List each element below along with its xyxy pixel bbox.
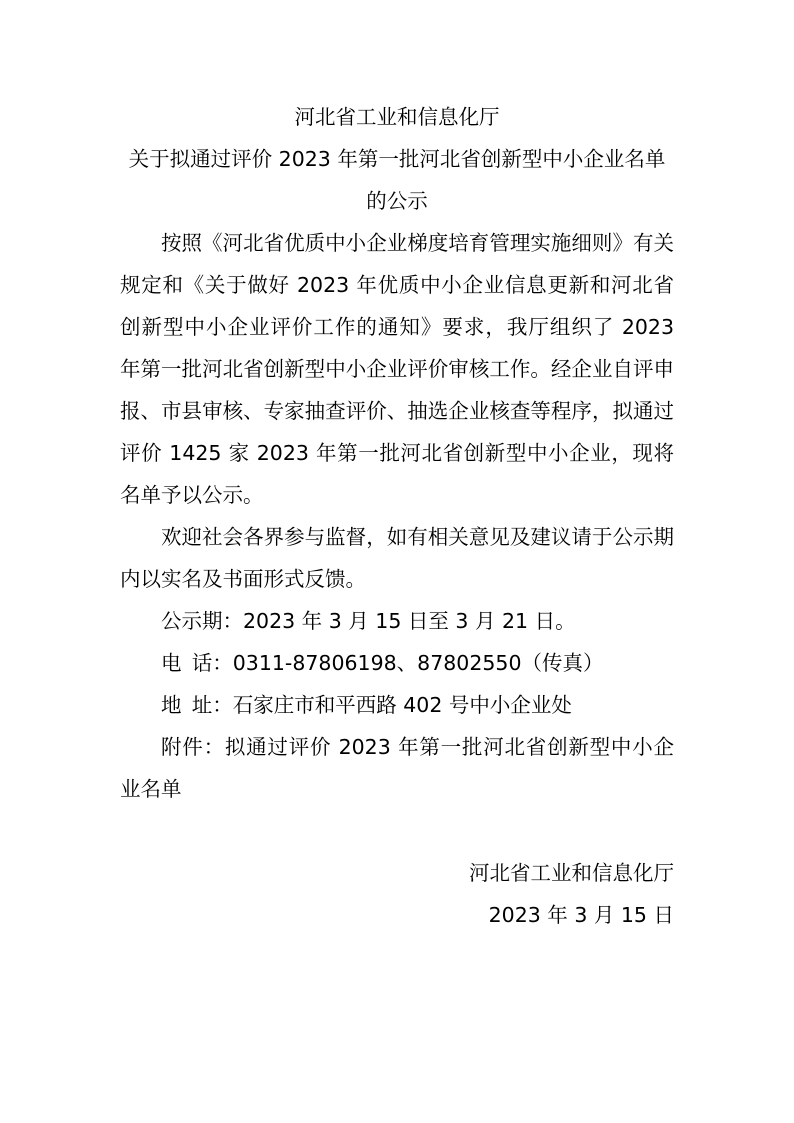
body-paragraph-2: 欢迎社会各界参与监督，如有相关意见及建议请于公示期内以实名及书面形式反馈。 [120, 525, 674, 591]
notice-title-line-1: 关于拟通过评价 2023 年第一批河北省创新型中小企业名单 [128, 147, 666, 171]
publicity-period-label: 公示期： [161, 609, 243, 633]
phone-value: 0311-87806198、87802550（传真） [232, 651, 604, 675]
signature-date: 2023 年 3 月 15 日 [488, 903, 674, 927]
phone-label-part-2: 话： [191, 651, 233, 675]
publicity-period [120, 600, 674, 642]
signature-organization: 河北省工业和信息化厅 [469, 861, 674, 885]
publicity-period-value: 2023 年 3 月 15 日至 3 月 21 日。 [243, 609, 576, 633]
address-label-part-2: 址： [191, 693, 233, 717]
phone-line [120, 642, 674, 684]
address-value: 石家庄市和平西路 402 号中小企业处 [232, 693, 572, 717]
signature-block [120, 852, 674, 936]
document-page [120, 96, 674, 936]
phone-label-part-1: 电 [161, 651, 192, 675]
attachment-note: 附件：拟通过评价 2023 年第一批河北省创新型中小企业名单 [120, 735, 674, 801]
address-label-part-1: 地 [161, 693, 192, 717]
issuing-organization: 河北省工业和信息化厅 [294, 105, 500, 129]
notice-title-line-2: 的公示 [366, 189, 428, 213]
body-paragraph-1: 按照《河北省优质中小企业梯度培育管理实施细则》有关规定和《关于做好 2023 年优质中小企业信息更新和河北省创新型中小企业评价工作的通知》要求，我厅组织了 2023 年第一批河北省创新型中小企业评价审核工作。经企业自评申报、市县审核、专家抽查评价、抽选企业核查等程序，拟通过评价 1425 家 2023 年第一批河北省创新型中小企业，现将名单予以公示。 [120, 231, 674, 507]
address-line [120, 684, 674, 726]
